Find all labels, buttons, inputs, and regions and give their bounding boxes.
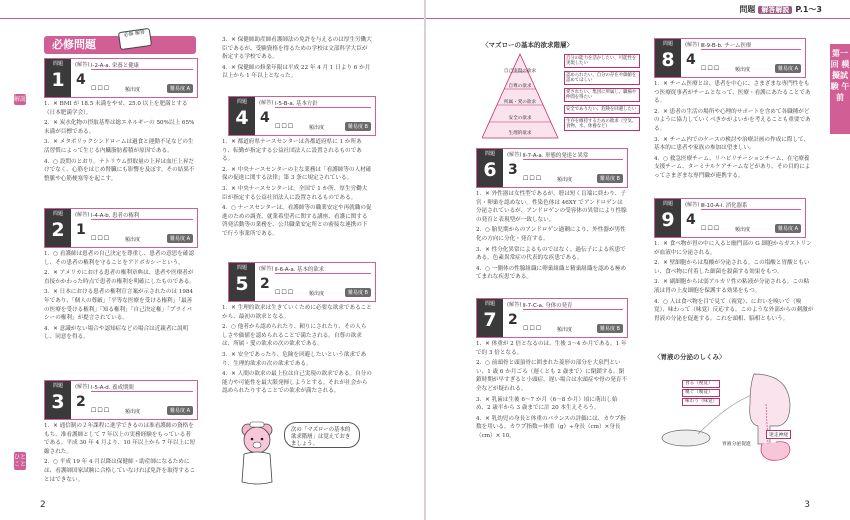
question-number: 問題 2	[45, 209, 71, 247]
q3-continued: 3．✕ 保健師助産師看護師法の免許を与えるのは厚生労働大臣であるが、受験資格を得るための学校は文部科学大臣が指定する学校である。 4．✕ 保健師の修業年限は平成 22 年 4 月 1 日より 6 か月以上から 1 年以上となった。	[222, 37, 372, 80]
gastric-secretion-diagram	[658, 364, 808, 464]
question-number: 問題 3	[45, 381, 71, 419]
mini-tag: 必修 解答	[118, 28, 152, 50]
pyramid-notes: 自分の能力を活かしたい、可能性を実現したい 認められたい、自分の存在や価値を認めてほしい 愛されたい、集団に所属し、職場や仲間を得たい 安全でありたい、危険を回避したい 生存を維持するための欲求（空気、食物、水、休養など）	[564, 54, 640, 131]
gastric-figure-title: 〈胃液の分泌のしくみ〉	[654, 353, 726, 361]
maslow-figure-title: 〈マズローの基本的欲求階層〉	[482, 41, 573, 49]
question-topic: Ⅰ-5-A-d. 養成期間	[91, 383, 193, 392]
question-number: 問題 8	[655, 39, 681, 77]
answer-value: 4	[260, 110, 270, 126]
right-page	[426, 0, 850, 520]
check-boxes[interactable]: ☐☐☐	[701, 65, 721, 72]
question-number: 問題 7	[477, 299, 503, 337]
chapter-tab[interactable]: 第一回 模擬試験 午前	[830, 44, 850, 134]
difficulty-badge: 難易度 B	[597, 324, 623, 333]
q4-explanation: 1．✕ 都道府県ナースセンターは各都道府県に 1 か所あり、転勤が指定する公益社団法人に設置されるものである。 2．✕ 中央ナースセンターの主な業務は「看護師等の人材確保の促進に関する法律」第 3 条に規定されている。 3．✕ 中央ナースセンターは、全国で 1 か所、厚生労働大臣が指定する公益社団法人に設置されるものである。 4．○ ナースセンターは、看護師等の職業安定や再就職の促進のための調査、就業希望者に関する講座、看護に関する啓発活動等の業務を、公共職業安定所との密接な連携の下で行う事業所である。	[222, 139, 372, 237]
bear-mascot-icon	[236, 420, 278, 490]
q2-explanation: 1．○ 看護師は患者の自己決定を尊重し、患者の意思を確認し、その患者の権利を守ることをアドボカシーという。 2．✕ アメリカにおける患者の権利章典は、患者や医療者が直接かかわった時点で患者の権利を明確にしたものである。 3．✕ 日本における患者の権利宣言案が示されたのは 1984 年であり、「個人の尊厳」「平等な医療を受ける権利」「最善の医療を受ける権利」「知る権利」「自己決定権」「プライバシーの権利」が提言されている。 4．✕ 意識がない場合や認知症などの場合は近親者に説明し、同意を得る。	[44, 251, 195, 341]
answer-value: 4	[686, 212, 696, 228]
q6-explanation: 1．✕ 外性器は女性型であるが、腟は短く盲端に終わり、子宮・卵巣を認めない。性染色体は 46XY でアンドロゲンは分泌されているが、アンドロゲンの受容体の異常により性腺の発育と表現型が一致しない。 2．○ 胎児期からのアンドロゲン過剰により、外性器が男性化の方向に分化・発育する。 3．✕ 性分化異常によるものではなく、過伝子による疾患である。色素異常症の代表的な疾患である。 4．○ 一側体の性腺組織に卵巣組織と精巣組織を認める極めてまれな疾患である。	[476, 191, 627, 281]
answer-value: 4	[686, 52, 696, 68]
frequency-label: 頻出度	[735, 227, 751, 233]
left-top-rule	[0, 0, 424, 19]
answer-value: 2	[260, 276, 270, 292]
gastric-stimuli-labels: 食る（視覚） 嗅ぐ（嗅覚） 味わう（味覚）	[682, 380, 720, 406]
check-boxes[interactable]: ☐☐☐	[91, 85, 111, 92]
answer-value: 2	[76, 394, 86, 410]
difficulty-badge: 難易度 B	[597, 174, 623, 183]
side-tab-explanation: 解説	[14, 96, 27, 103]
frequency-label: 頻出度	[309, 125, 325, 131]
answer-format: (解答)	[685, 42, 700, 48]
frequency-label: 頻出度	[125, 409, 141, 415]
check-boxes[interactable]: ☐☐☐	[275, 123, 295, 130]
answer-format: (解答)	[75, 212, 90, 218]
question-card-3	[44, 380, 198, 420]
question-card-6	[476, 148, 628, 188]
question-card-5	[228, 262, 376, 302]
answer-format: (解答)	[259, 100, 274, 106]
q1-explanation: 1．✕ BMI が 18.5 未満をやせ、25.0 以上を肥満とする（日本肥満学会）。 2．✕ 炭水化物の摂取基準は総エネルギーの 50%以上 65%未満が目標である。 3．✕ メタボリックシンドロームは過食と運動不足などの生活習慣によって生じる内臓脂肪蓄積が原因である。 4．○ 設問のとおり。ナトリウム摂取量の上昇は血圧上昇だけでなく、心筋をはじめ腎臓にも影響を及ぼす。その結果不整脈や心筋梗塞等を起こす。	[44, 101, 195, 182]
q5-explanation: 1．✕ 生理的欲求は生きていくために必要な欲求であることから、最初の欲求となる。 2．○ 他者から認められたり、頼りにされたり、その人らしさや価値を認められることで満たされる。自尊の欲求は、所属・愛の欲求の次の欲求である。 3．✕ 安全であったり、危険を回避したいという欲求であり、生理的欲求の次の欲求である。 4．✕ 人間の欲求の最上位は自己実現の欲求である。自分の能力や可能性を最大限発揮しようとする。それが社会から認められたりすることでの欲求が満たされる。	[222, 305, 372, 395]
difficulty-badge: 難易度 A	[167, 84, 193, 93]
check-boxes[interactable]: ☐☐☐	[91, 407, 111, 414]
difficulty-badge: 難易度 A	[775, 224, 801, 233]
question-card-8	[654, 38, 806, 78]
question-number: 問題 6	[477, 149, 503, 187]
check-boxes[interactable]: ☐☐☐	[275, 289, 295, 296]
vagus-nerve-label: 迷走神経	[766, 430, 791, 439]
difficulty-badge: 難易度 A	[167, 406, 193, 415]
question-topic: Ⅰ-5-B-a. 基本方針	[275, 99, 371, 108]
answer-format: (解答)	[75, 384, 90, 390]
question-number: 問題 5	[229, 263, 255, 301]
answer-format: (解答)	[259, 266, 274, 272]
mascot-speech-bubble: 次の「マズローの基本的欲求階層」は覚えておきましょう。	[284, 422, 360, 448]
q8-explanation: 1．✕ チーム医療とは、患者を中心に、さまざまな専門性をもつ医療従事者がチームとなって、医療・看護にあたることである。 2．✕ 患者の生活の場所や心理的サポートを含めて各職種がどのように協力していくべきかがよいかを考えることも重要である。 3．✕ チーム内でのケースの検討や治療計画の作成に際して、基本的に患者や家族の参加は望ましい。 4．○ 救急医療チーム、リハビリテーションチーム、在宅療養支援チーム、ターミナルケアチームなどがあり、その目的によってさまざまな専門職が連携する。	[654, 81, 811, 179]
answer-format: (解答)	[685, 202, 700, 208]
answer-value: 4	[76, 72, 86, 88]
question-topic: Ⅲ-10-A-i. 消化器系	[701, 201, 801, 210]
question-number: 問題 9	[655, 199, 681, 237]
section-title: 必修問題	[44, 36, 196, 54]
frequency-label: 頻出度	[309, 291, 325, 297]
difficulty-badge: 難易度 B	[345, 288, 371, 297]
q3-explanation: 1．✕ 通信制の２年課程に進学できるのは准看護師の資格をもち、准看護師として 7 年以上の実務経験をもっている者である。平成 30 年 4 月より、10 年以上から 7 年以上に短縮された。 2．○ 平成 19 年 4 月以降は保健師・助産師になるためには、看護師国家試験に合格していなければ免許を取得することはできない。	[44, 423, 196, 483]
check-boxes[interactable]: ☐☐☐	[523, 175, 543, 182]
answer-format: (解答)	[507, 302, 522, 308]
running-header: 問題 解答解説 P.1～3	[739, 5, 822, 14]
question-topic: Ⅱ-6-A-a. 基本的欲求	[275, 265, 371, 274]
page-number-right: 3	[804, 500, 810, 510]
frequency-label: 頻出度	[557, 177, 573, 183]
page-number-left: 2	[40, 500, 46, 510]
check-boxes[interactable]: ☐☐☐	[523, 325, 543, 332]
answer-value: 1	[76, 222, 86, 238]
frequency-label: 頻出度	[125, 237, 141, 243]
question-topic: Ⅰ-2-A-a. 栄養と健康	[91, 61, 193, 70]
left-page	[0, 0, 424, 520]
difficulty-badge: 難易度 A	[775, 64, 801, 73]
question-card-1	[44, 58, 198, 98]
pyramid-labels: 自己実現の欲求 自尊の欲求 所属・愛の欲求 安全の欲求 生理的欲求	[503, 69, 537, 136]
side-tab-note: ひとこと	[14, 454, 27, 468]
frequency-label: 頻出度	[125, 87, 141, 93]
q9-explanation: 1．✕ 食べ物が胃の中に入ると幽門部の G 細胞からガストリンが血液中に分泌される。 2．✕ 壁細胞からは塩酸が分泌される。この塩酸と胃酸ともいい、食べ物に付着した細菌を殺菌する効果をもつ。 3．✕ 副細胞からは弱アルカリ性の粘液が分泌される。この粘液は胃の上皮細胞を保護する効果をもつ。 4．○ 人は食べ物を目で見て（視覚）、においを嗅いで（嗅覚）、味わって（味覚）反応する。このような外部からの刺激が胃液の分泌を促進する。これを頭相、脳相ともいう。	[654, 241, 814, 322]
q7-explanation: 1．✕ 体重が 2 倍となるのは、生後 3～4 か月である。1 年で約 3 倍となる。 2．○ 前頭骨と頭頂骨に囲まれた菱形の部分を大泉門といい、1 歳 6 か月ごろ（遅くとも 2 歳まで）に閉鎖する。閉鎖時期が早すぎると小頭症、遅い場合は水頭症や骨の発育不全などが疑われる。 3．✕ 乳歯は生後 6～7 か月（6～8 か月）頃に萌出し始め、2 歳半から 3 歳までに計 20 本生えそろう。 4．✕ 乳幼児の身長と体重のバランスの評価には、カウプ指数を用いる。カウプ指数＝体重（g）÷身長（cm）×身長（cm）× 10。	[476, 341, 628, 439]
answer-format: (解答)	[507, 152, 522, 158]
check-boxes[interactable]: ☐☐☐	[701, 225, 721, 232]
question-number: 問題 4	[229, 97, 255, 135]
question-topic: Ⅲ-9-B-b. チーム医療	[701, 41, 801, 50]
question-topic: Ⅱ-7-C-a. 身体の発育	[523, 301, 623, 310]
question-card-9	[654, 198, 806, 238]
answer-format: (解答)	[75, 62, 90, 68]
question-number: 問題 1	[45, 59, 71, 97]
difficulty-badge: 難易度 A	[167, 234, 193, 243]
question-topic: Ⅰ-4-A-b. 患者の権利	[91, 211, 193, 220]
answer-value: 2	[508, 312, 518, 328]
frequency-label: 頻出度	[735, 67, 751, 73]
difficulty-badge: 難易度 B	[345, 122, 371, 131]
question-card-4	[228, 96, 376, 136]
question-card-2	[44, 208, 198, 248]
question-topic: Ⅱ-7-A-a. 形態的発達と異常	[523, 151, 623, 160]
question-card-7	[476, 298, 628, 338]
frequency-label: 頻出度	[557, 327, 573, 333]
secretion-label: 胃液分泌促進	[722, 442, 751, 447]
answer-value: 3	[508, 162, 518, 178]
check-boxes[interactable]: ☐☐☐	[91, 235, 111, 242]
